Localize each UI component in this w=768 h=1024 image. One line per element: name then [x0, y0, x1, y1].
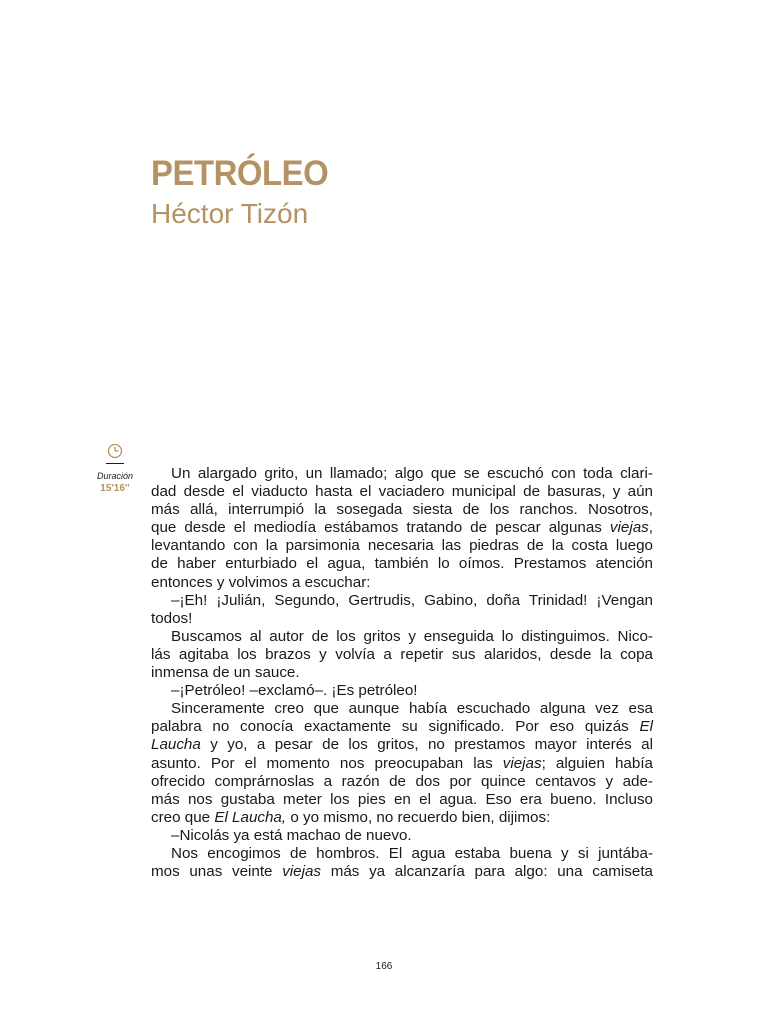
duration-sidebar — [76, 442, 154, 495]
text-line: Un alargado grito, un llamado; algo que se escuchó con toda clari- — [171, 465, 653, 482]
text-line: palabra no conocía exactamente su significado. Por eso quizás El — [151, 718, 653, 736]
text-line: –¡Eh! ¡Julián, Segundo, Gertrudis, Gabino, doña Trinidad! ¡Vengan — [171, 591, 653, 609]
story-body — [151, 465, 653, 881]
text-line: inmensa de un sauce. — [151, 664, 300, 682]
text-line: que desde el mediodía estábamos tratando de pescar algunas viejas, — [151, 519, 653, 537]
text-line: todos! — [151, 609, 193, 627]
sidebar-divider — [106, 463, 124, 464]
text-line: más nos gustaba meter los pies en el agua. Eso era bueno. Incluso — [151, 790, 653, 808]
text-line: mos unas veinte viejas más ya alcanzaría para algo: una camiseta — [151, 863, 653, 881]
text-line: –Nicolás ya está machao de nuevo. — [171, 826, 412, 844]
text-line: levantando con la parsimonia necesaria las piedras de la costa luego — [151, 537, 653, 555]
text-line: Buscamos al autor de los gritos y enseguida lo distinguimos. Nico- — [171, 627, 653, 645]
duration-label: Duración — [96, 471, 134, 481]
text-line: lás agitaba los brazos y volvía a repetir sus alaridos, desde la copa — [151, 645, 653, 663]
text-line: dad desde el viaducto hasta el vaciadero municipal de basuras, y aún — [151, 483, 653, 501]
text-line: entonces y volvimos a escuchar: — [151, 573, 371, 591]
text-line: Sinceramente creo que aunque había escuchado alguna vez esa — [171, 700, 653, 718]
text-line: creo que El Laucha, o yo mismo, no recuerdo bien, dijimos: — [151, 808, 551, 826]
text-line: Nos encogimos de hombros. El agua estaba buena y si juntába- — [171, 844, 653, 862]
text-line: más allá, interrumpió la sosegada siesta de los ranchos. Nosotros, — [151, 501, 653, 519]
text-line: ofrecido comprárnoslas a razón de dos por quince centavos y ade- — [151, 772, 653, 790]
duration-value: 15'16'' — [100, 483, 130, 494]
clock-icon — [106, 442, 124, 460]
text-line: asunto. Por el momento nos preocupaban las viejas; alguien había — [151, 754, 653, 772]
page-number: 166 — [375, 961, 393, 972]
text-line: –¡Petróleo! –exclamó–. ¡Es petróleo! — [171, 682, 418, 700]
text-line: Laucha y yo, a pesar de los gritos, no prestamos mayor interés al — [151, 736, 653, 754]
author-name: Héctor Tizón — [151, 198, 309, 229]
text-line: de haber enturbiado el agua, también lo oímos. Prestamos atención — [151, 555, 653, 573]
story-title: PETRÓLEO — [151, 154, 329, 193]
